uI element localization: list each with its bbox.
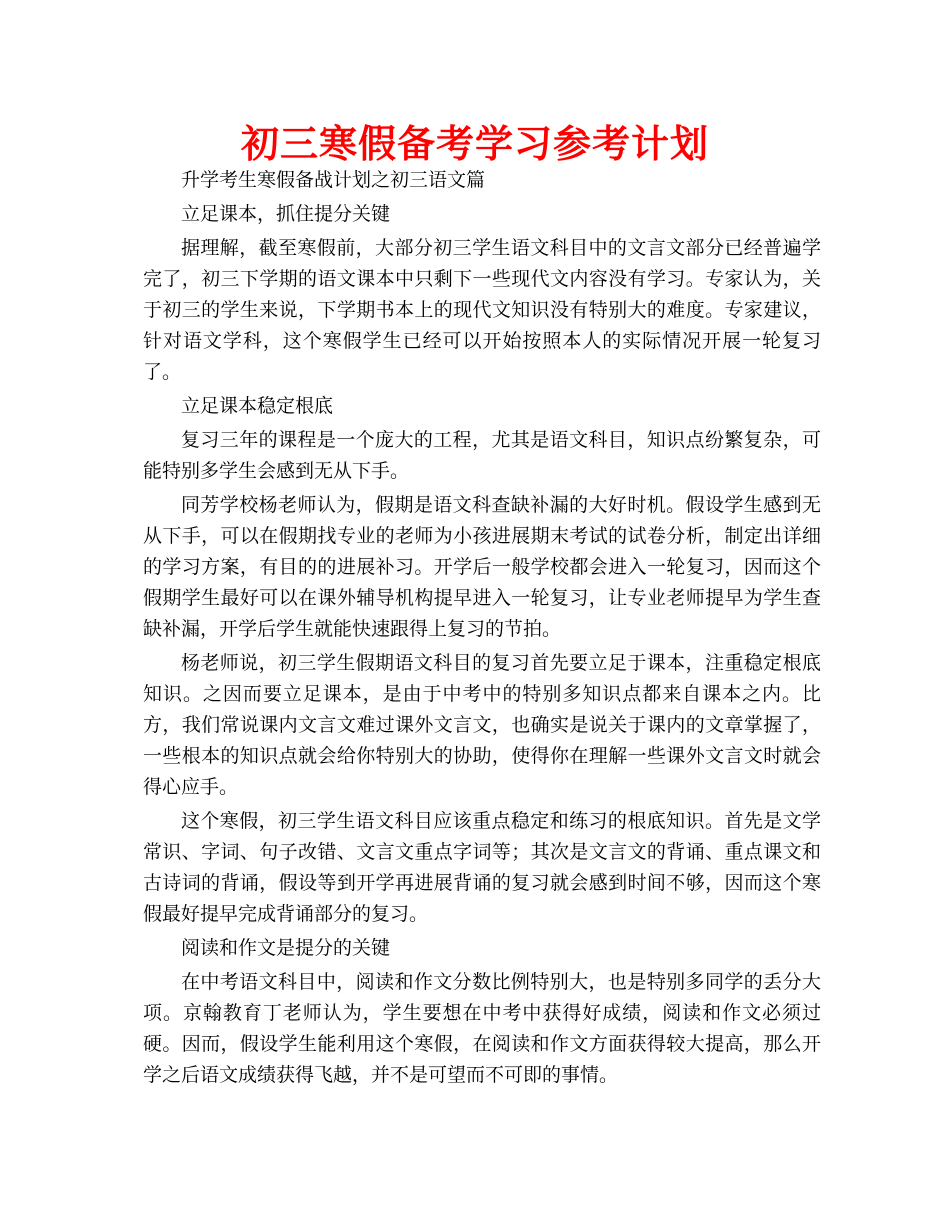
paragraph: 同芳学校杨老师认为，假期是语文科查缺补漏的大好时机。假设学生感到无从下手，可以在假期找专业的老师为小孩进展期末考试的试卷分析，制定出详细的学习方案，有目的的进展补习。开学后一般学校都会进入一轮复习，因而这个假期学生最好可以在课外辅导机构提早进入一轮复习，让专业老师提早为学生查缺补漏，开学后学生就能快速跟得上复习的节拍。 [143,494,821,640]
paragraph-subtitle: 升学考生寒假备战计划之初三语文篇 [181,169,486,191]
section-heading: 立足课本稳定根底 [181,395,334,417]
paragraph: 杨老师说，初三学生假期语文科目的复习首先要立足于课本，注重稳定根底知识。之因而要立足课本，是由于中考中的特别多知识点都来自课本之内。比方，我们常说课内文言文难过课外文言文，也确实是说关于课内的文章掌握了，一些根本的知识点就会给你特别大的协助，使得你在理解一些课外文言文时就会得心应手。 [143,652,821,798]
paragraph: 这个寒假，初三学生语文科目应该重点稳定和练习的根底知识。首先是文学常识、字词、句子改错、文言文重点字词等；其次是文言文的背诵、重点课文和古诗词的背诵，假设等到开学再进展背诵的复习就会感到时间不够，因而这个寒假最好提早完成背诵部分的复习。 [143,810,821,925]
section-heading: 阅读和作文是提分的关键 [181,937,391,959]
paragraph: 在中考语文科目中，阅读和作文分数比例特别大，也是特别多同学的丢分大项。京翰教育丁老师认为，学生要想在中考中获得好成绩，阅读和作文必须过硬。因而，假设学生能利用这个寒假，在阅读和作文方面获得较大提高，那么开学之后语文成绩获得飞越，并不是可望而不可即的事情。 [143,971,821,1086]
document-body [143,165,821,1094]
paragraph: 复习三年的课程是一个庞大的工程，尤其是语文科目，知识点纷繁复杂，可能特别多学生会感到无从下手。 [143,429,821,482]
section-heading: 立足课本，抓住提分关键 [181,203,391,225]
paragraph: 据理解，截至寒假前，大部分初三学生语文科目中的文言文部分已经普遍学完了，初三下学期的语文课本中只剩下一些现代文内容没有学习。专家认为，关于初三的学生来说，下学期书本上的现代文知识没有特别大的难度。专家建议，针对语文学科，这个寒假学生已经可以开始按照本人的实际情况开展一轮复习了。 [143,237,821,383]
document-title: 初三寒假备考学习参考计划 [240,121,709,166]
